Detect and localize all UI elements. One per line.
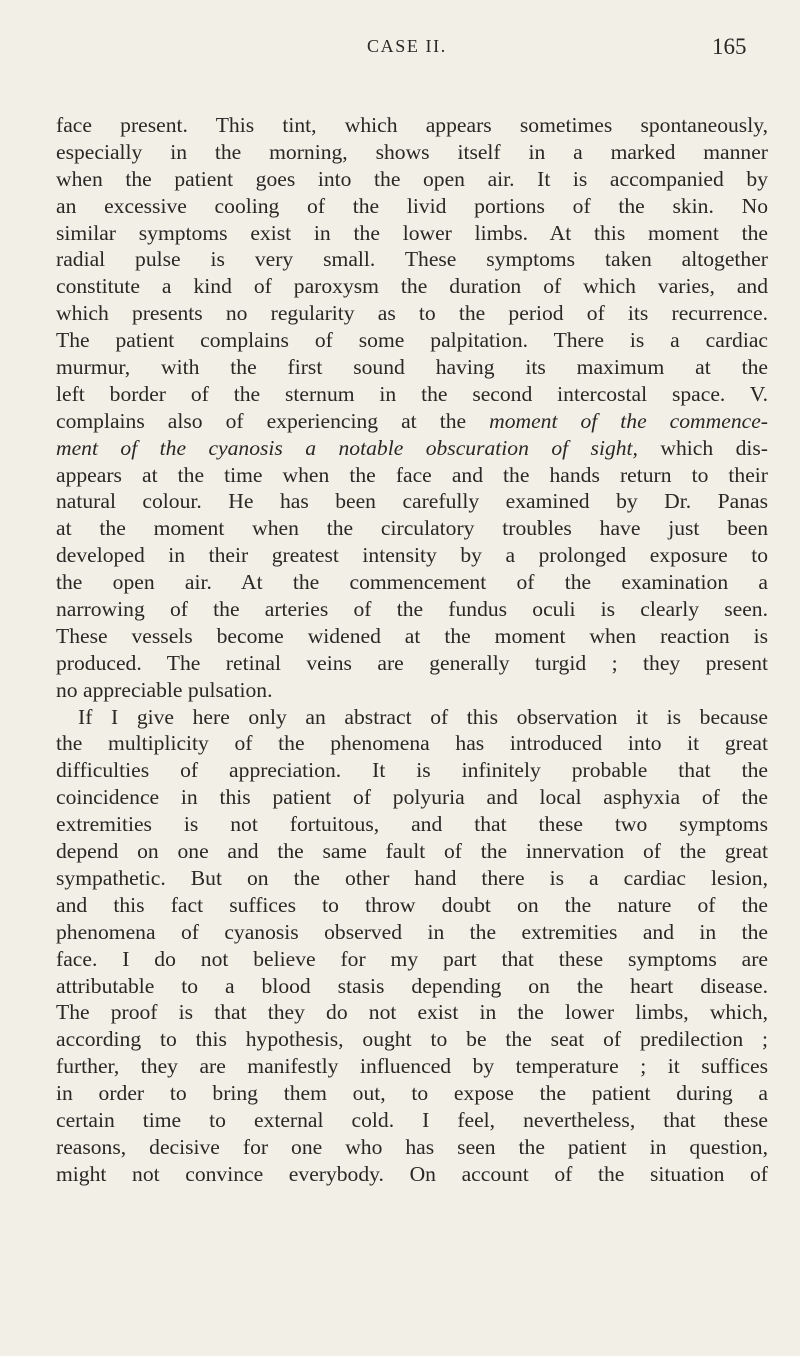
text-segment: and this fact suffices to throw doubt on the nature of the — [56, 892, 768, 917]
text-line — [56, 381, 768, 408]
text-line — [56, 569, 768, 596]
text-segment: The proof is that they do not exist in the lower limbs, which, — [56, 1000, 768, 1025]
text-segment: attributable to a blood stasis depending on the heart disease. — [56, 973, 768, 998]
text-segment: If I give here only an abstract of this observation it is because — [78, 704, 768, 729]
text-line — [56, 488, 768, 515]
text-line — [56, 650, 768, 677]
text-line — [56, 1080, 768, 1107]
body-text — [56, 112, 768, 1188]
text-line — [56, 300, 768, 327]
text-line — [56, 542, 768, 569]
text-line — [56, 1053, 768, 1080]
text-line — [56, 220, 768, 247]
text-segment: especially in the morning, shows itself in a marked manner — [56, 139, 768, 164]
text-segment: which dis- — [637, 435, 768, 460]
text-segment: coincidence in this patient of polyuria and local asphyxia of the — [56, 785, 768, 810]
text-segment: further, they are manifestly influenced by temperature ; it suffices — [56, 1054, 768, 1079]
text-segment: might not convince everybody. On account of the situation of — [56, 1161, 768, 1186]
text-line — [56, 596, 768, 623]
paragraph — [56, 112, 768, 704]
text-line — [56, 354, 768, 381]
text-line — [56, 327, 768, 354]
text-line — [56, 1026, 768, 1053]
text-line — [56, 1161, 768, 1188]
text-segment: depend on one and the same fault of the innervation of the great — [56, 839, 768, 864]
text-segment: face present. This tint, which appears sometimes spontaneously, — [56, 113, 768, 137]
text-line — [56, 838, 768, 865]
text-segment: when the patient goes into the open air. It is accompanied by — [56, 166, 768, 191]
text-line — [56, 112, 768, 139]
text-line — [56, 946, 768, 973]
running-title: CASE II. — [367, 36, 447, 56]
text-segment: left border of the sternum in the second intercostal space. V. — [56, 381, 768, 406]
text-segment: face. I do not believe for my part that these symptoms are — [56, 946, 768, 971]
text-segment: an excessive cooling of the livid portions of the skin. No — [56, 193, 768, 218]
page-number: 165 — [712, 34, 747, 59]
text-line — [56, 757, 768, 784]
text-line — [56, 462, 768, 489]
text-line — [56, 139, 768, 166]
text-segment: The patient complains of some palpitation. There is a cardiac — [56, 328, 768, 353]
text-line — [56, 435, 768, 462]
text-line — [56, 704, 768, 731]
text-segment: at the moment when the circulatory troubles have just been — [56, 516, 768, 541]
text-segment: similar symptoms exist in the lower limbs. At this moment the — [56, 220, 768, 245]
text-segment: These vessels become widened at the moment when reaction is — [56, 623, 768, 648]
text-segment: sympathetic. But on the other hand there is a cardiac lesion, — [56, 865, 768, 890]
text-segment: certain time to external cold. I feel, nevertheless, that these — [56, 1107, 768, 1132]
text-line — [56, 1107, 768, 1134]
text-segment: in order to bring them out, to expose the patient during a — [56, 1081, 768, 1106]
text-segment: difficulties of appreciation. It is infinitely probable that the — [56, 758, 768, 783]
text-line — [56, 515, 768, 542]
text-segment: phenomena of cyanosis observed in the extremities and in the — [56, 919, 768, 944]
text-segment: no appreciable pulsation. — [56, 677, 273, 702]
text-segment: the multiplicity of the phenomena has introduced into it great — [56, 731, 768, 756]
text-segment: appears at the time when the face and the hands return to their — [56, 462, 768, 487]
text-line — [56, 784, 768, 811]
text-line — [56, 919, 768, 946]
text-line — [56, 999, 768, 1026]
text-segment: developed in their greatest intensity by a prolonged exposure to — [56, 543, 768, 568]
text-segment: reasons, decisive for one who has seen the patient in question, — [56, 1134, 768, 1159]
text-segment: extremities is not fortuitous, and that these two symptoms — [56, 812, 768, 837]
text-segment: complains also of experiencing at the — [56, 408, 490, 433]
text-segment: narrowing of the arteries of the fundus oculi is clearly seen. — [56, 597, 768, 622]
text-line — [56, 246, 768, 273]
text-line — [56, 166, 768, 193]
text-line — [56, 408, 768, 435]
text-line — [56, 730, 768, 757]
running-head — [0, 34, 800, 64]
text-segment: which presents no regularity as to the period of its recurrence. — [56, 301, 768, 326]
text-line — [56, 1134, 768, 1161]
text-line — [56, 677, 768, 704]
italic-text: moment of the commence- — [489, 408, 768, 433]
italic-text: ment of the cyanosis a notable obscuration of sight, — [56, 435, 638, 460]
text-segment: constitute a kind of paroxysm the duration of which varies, and — [56, 274, 768, 299]
text-line — [56, 973, 768, 1000]
text-segment: murmur, with the first sound having its maximum at the — [56, 355, 768, 380]
paragraph — [56, 704, 768, 1188]
text-segment: produced. The retinal veins are generally turgid ; they present — [56, 650, 768, 675]
text-line — [56, 811, 768, 838]
text-segment: natural colour. He has been carefully examined by Dr. Panas — [56, 489, 768, 514]
text-segment: the open air. At the commencement of the examination a — [56, 570, 768, 595]
text-line — [56, 273, 768, 300]
text-line — [56, 193, 768, 220]
text-segment: radial pulse is very small. These symptoms taken altogether — [56, 247, 768, 272]
text-segment: according to this hypothesis, ought to be the seat of predilection ; — [56, 1027, 768, 1052]
text-line — [56, 865, 768, 892]
text-line — [56, 892, 768, 919]
text-line — [56, 623, 768, 650]
